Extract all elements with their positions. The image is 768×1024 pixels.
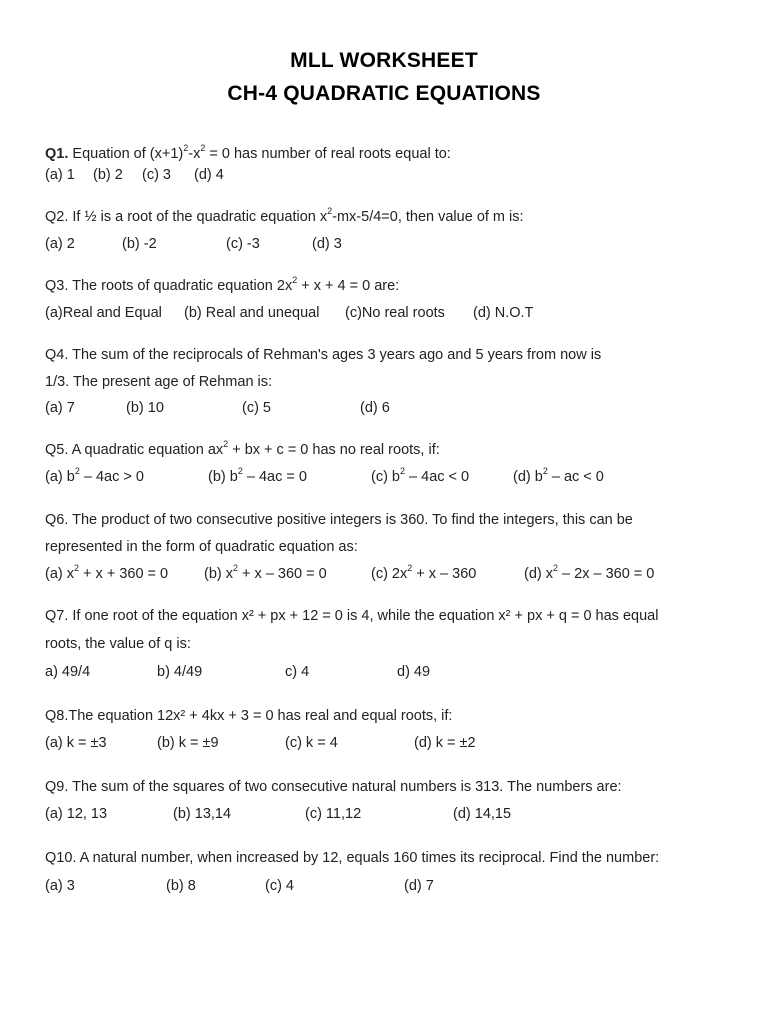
- q6-option-d: (d) $x^2 - 2x - 360 = 0$: [524, 563, 655, 582]
- q8-option-c: (c) k = 4: [285, 735, 338, 751]
- q7-option-c: c) 4: [285, 664, 310, 680]
- q2-option-d: (d) 3: [312, 236, 342, 252]
- q10-option-a: (a) 3: [45, 878, 75, 894]
- question-10-text: Q10. A natural number, when increased by 12, equals 160 times its reciprocal. Find the number:: [45, 850, 660, 866]
- q4-option-b: (b) 10: [126, 400, 164, 416]
- q4-option-a: (a) 7: [45, 400, 75, 416]
- q3-option-c: (c)No real roots: [345, 305, 445, 321]
- question-6-line-2: represented in the form of quadratic equation as:: [45, 539, 358, 555]
- question-8-text: Q8.The equation 12x² + 4kx + 3 = 0 has real and equal roots, if:: [45, 708, 453, 724]
- q3-option-d: (d) N.O.T: [473, 305, 534, 321]
- question-6-line-1: Q6. The product of two consecutive positive integers is 360. To find the integers, this can be: [45, 512, 633, 528]
- question-1-text: Q1. Equation of $(x+1)^2-x^2 = 0$ has number of real roots equal to:: [45, 143, 451, 162]
- question-4-line-1: Q4. The sum of the reciprocals of Rehman's ages 3 years ago and 5 years from now is: [45, 347, 602, 363]
- q7-option-b: b) 4/49: [157, 664, 203, 680]
- q1-option-c: (c) 3: [142, 167, 171, 183]
- question-9-text: Q9. The sum of the squares of two consecutive natural numbers is 313. The numbers are:: [45, 779, 622, 795]
- q10-option-d: (d) 7: [404, 878, 434, 894]
- q1-option-b: (b) 2: [93, 167, 123, 183]
- q5-option-a: (a) $b^2 - 4ac > 0$: [45, 466, 144, 485]
- q9-option-b: (b) 13,14: [173, 806, 232, 822]
- q1-option-d: (d) 4: [194, 167, 224, 183]
- question-1-label: Q1.: [45, 146, 69, 162]
- q8-option-b: (b) k = ±9: [157, 735, 219, 751]
- worksheet-title: MLL WORKSHEET: [290, 49, 478, 72]
- q3-option-a: (a)Real and Equal: [45, 305, 162, 321]
- q2-option-a: (a) 2: [45, 236, 75, 252]
- q10-option-c: (c) 4: [265, 878, 294, 894]
- q5-option-d: (d) $b^2$ – ac < 0: [513, 466, 604, 485]
- q5-option-b: (b) $b^2 - 4ac = 0$: [208, 466, 307, 485]
- q9-option-d: (d) 14,15: [453, 806, 512, 822]
- q3-option-b: (b) Real and unequal: [184, 305, 320, 321]
- q7-option-d: d) 49: [397, 664, 431, 680]
- question-7-line-2: roots, the value of q is:: [45, 636, 191, 652]
- q4-option-d: (d) 6: [360, 400, 390, 416]
- q6-option-a: (a) $x^2 + x + 360 = 0$: [45, 563, 169, 582]
- q2-option-b: (b) -2: [122, 236, 157, 252]
- question-5-text: Q5. A quadratic equation $ax^2$ + bx + c = 0 has no real roots, if:: [45, 439, 440, 458]
- chapter-title: CH-4 QUADRATIC EQUATIONS: [227, 82, 541, 105]
- q10-option-b: (b) 8: [166, 878, 196, 894]
- q1-option-a: (a) 1: [45, 167, 75, 183]
- q9-option-a: (a) 12, 13: [45, 806, 108, 822]
- question-4-line-2: 1/3. The present age of Rehman is:: [45, 374, 273, 390]
- question-7-line-1: Q7. If one root of the equation x² + px + 12 = 0 is 4, while the equation x² + px + q = 0 has equal: [45, 608, 659, 624]
- q8-option-d: (d) k = ±2: [414, 735, 476, 751]
- question-2-text: Q2. If ½ is a root of the quadratic equation $x^2-mx-5/4=0$, then value of m is:: [45, 206, 524, 225]
- q8-option-a: (a) k = ±3: [45, 735, 107, 751]
- q2-option-c: (c) -3: [226, 236, 260, 252]
- question-3-text: Q3. The roots of quadratic equation $2x^2 + x + 4 = 0$ are:: [45, 275, 400, 294]
- q6-option-c: (c) $2x^2 + x - 360$: [371, 563, 477, 582]
- q6-option-b: (b) $x^2 + x - 360 = 0$: [204, 563, 327, 582]
- q9-option-c: (c) 11,12: [305, 806, 362, 822]
- q4-option-c: (c) 5: [242, 400, 271, 416]
- q5-option-c: (c) $b^2 - 4ac < 0$: [371, 466, 470, 485]
- q7-option-a: a) 49/4: [45, 664, 91, 680]
